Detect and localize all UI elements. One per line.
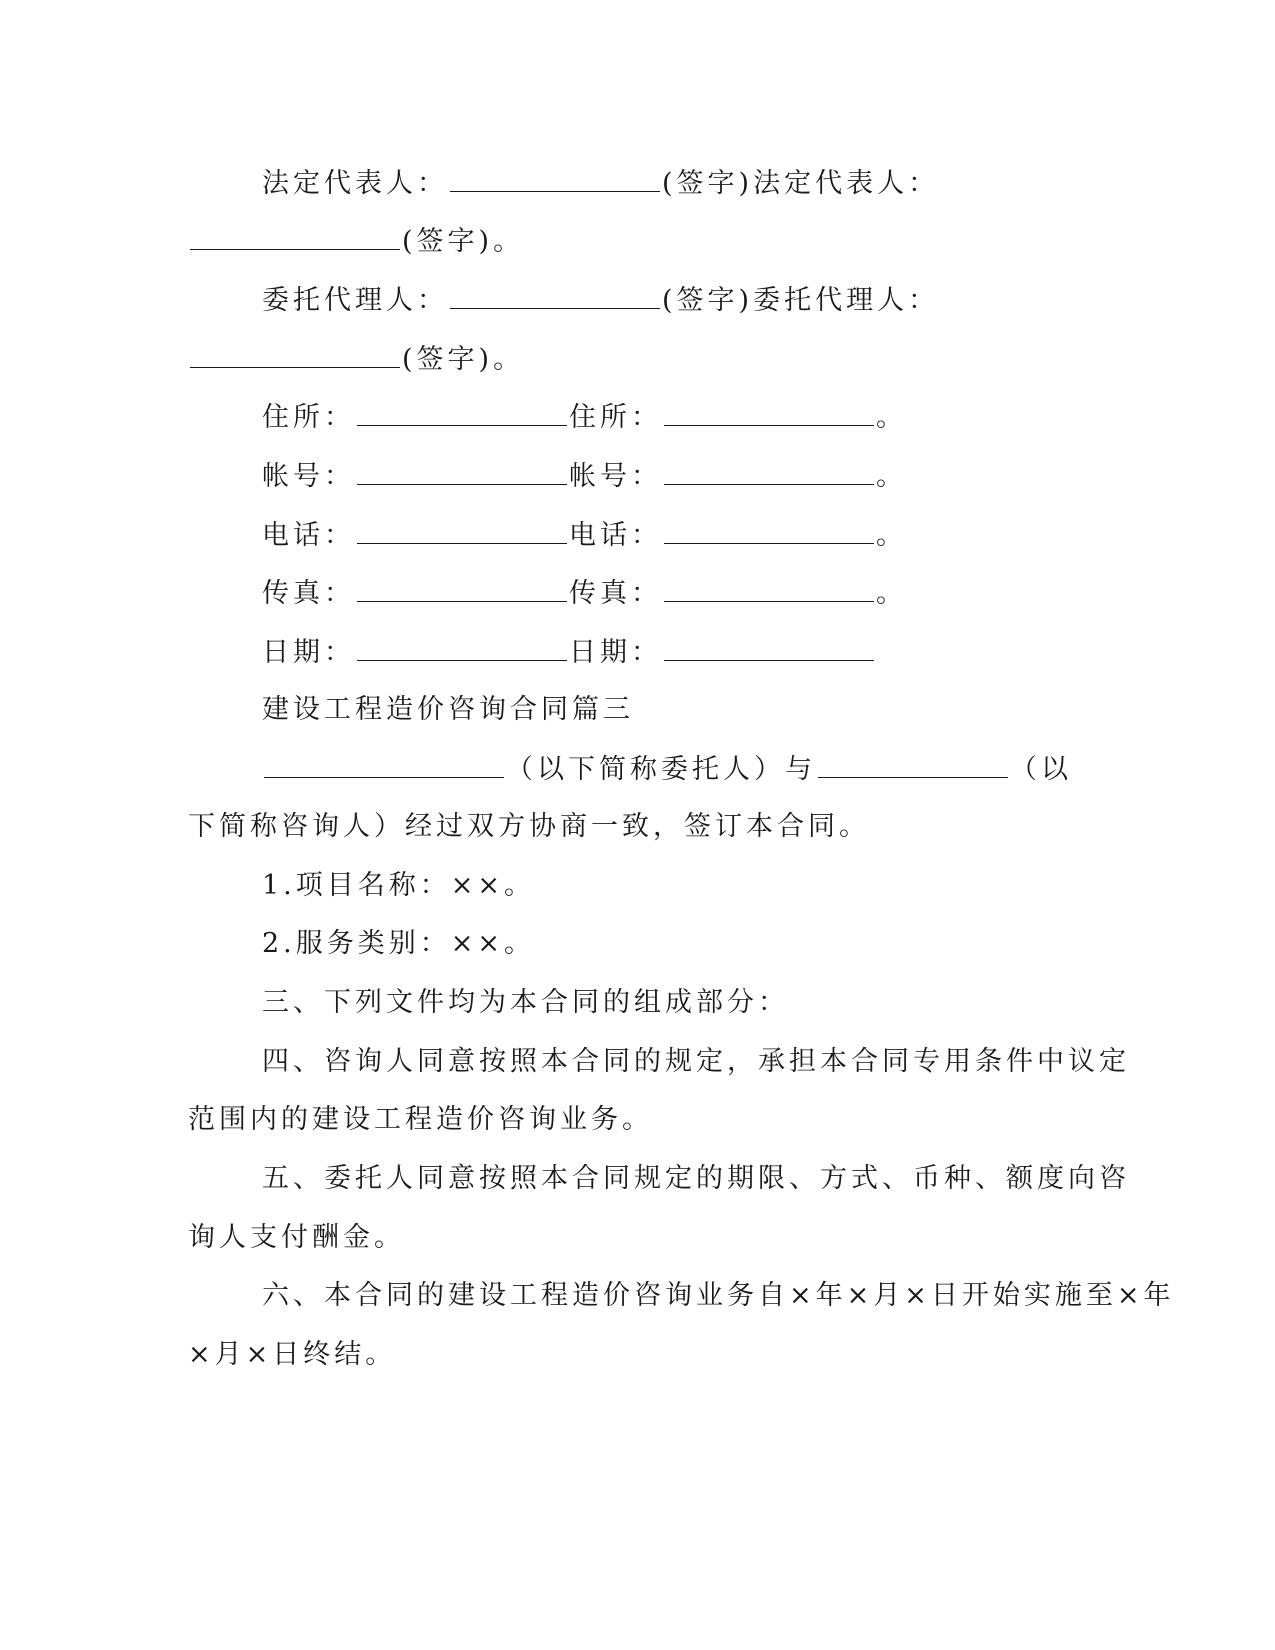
intro-part-1: （以下简称委托人）与 [506, 754, 816, 785]
agent-blank-a [450, 281, 660, 309]
item-4-line-1: 四、咨询人同意按照本合同的规定，承担本合同专用条件中议定 [262, 1046, 1130, 1077]
section-title: 建设工程造价咨询合同篇三 [262, 694, 634, 725]
intro-line-1 [262, 750, 1162, 788]
item-5-line-2: 询人支付酬金。 [188, 1222, 405, 1253]
address-line [262, 398, 1162, 436]
fax-line [262, 574, 1162, 612]
fax-blank-a [357, 574, 567, 602]
legal-rep-label-a: 法定代表人： [262, 168, 448, 199]
consultant-blank [818, 750, 1008, 778]
item-6-line-1: 六、本合同的建设工程造价咨询业务自×年×月×日开始实施至×年 [262, 1280, 1175, 1311]
fax-period: 。 [876, 578, 907, 609]
agent-label-b: 委托代理人： [753, 285, 940, 316]
date-blank-a [357, 633, 567, 661]
item-2: 2.服务类别：××。 [262, 928, 536, 959]
item-6-line-2: ×月×日终结。 [188, 1339, 397, 1370]
sign-note-b: (签字) [662, 285, 754, 316]
account-blank-b [664, 457, 874, 485]
date-label-b: 日期： [569, 637, 662, 668]
legal-rep-line [262, 164, 1162, 202]
item-5-line-1: 五、委托人同意按照本合同规定的期限、方式、币种、额度向咨 [262, 1163, 1130, 1194]
legal-rep-blank-b [190, 222, 400, 250]
intro-part-2: （以 [1010, 754, 1072, 785]
phone-line [262, 516, 1162, 554]
fax-blank-b [664, 574, 874, 602]
sign-note-a: (签字) [662, 168, 754, 199]
account-period: 。 [876, 461, 907, 492]
client-blank [264, 750, 504, 778]
date-blank-b [664, 633, 874, 661]
item-1: 1.项目名称：××。 [262, 870, 536, 901]
agent-blank-b [190, 340, 400, 368]
intro-line-2: 下简称咨询人）经过双方协商一致，签订本合同。 [188, 811, 870, 842]
address-blank-b [664, 398, 874, 426]
date-label-a: 日期： [262, 637, 355, 668]
address-period: 。 [876, 402, 907, 433]
sign-note-end-a: (签字)。 [402, 226, 525, 257]
fax-label-a: 传真： [262, 578, 355, 609]
legal-rep-label-b: 法定代表人： [753, 168, 940, 199]
phone-blank-a [357, 516, 567, 544]
phone-label-a: 电话： [262, 520, 355, 551]
agent-line [262, 281, 1162, 319]
address-label-b: 住所： [569, 402, 662, 433]
address-blank-a [357, 398, 567, 426]
account-blank-a [357, 457, 567, 485]
legal-rep-line-cont [188, 222, 1088, 260]
fax-label-b: 传真： [569, 578, 662, 609]
phone-blank-b [664, 516, 874, 544]
account-label-a: 帐号： [262, 461, 355, 492]
address-label-a: 住所： [262, 402, 355, 433]
sign-note-end-b: (签字)。 [402, 344, 525, 375]
legal-rep-blank-a [450, 164, 660, 192]
item-4-line-2: 范围内的建设工程造价咨询业务。 [188, 1104, 653, 1135]
account-line [262, 457, 1162, 495]
account-label-b: 帐号： [569, 461, 662, 492]
agent-label-a: 委托代理人： [262, 285, 448, 316]
item-3: 三、下列文件均为本合同的组成部分： [262, 987, 789, 1018]
phone-period: 。 [876, 520, 907, 551]
phone-label-b: 电话： [569, 520, 662, 551]
agent-line-cont [188, 340, 1088, 378]
date-line [262, 633, 1162, 671]
